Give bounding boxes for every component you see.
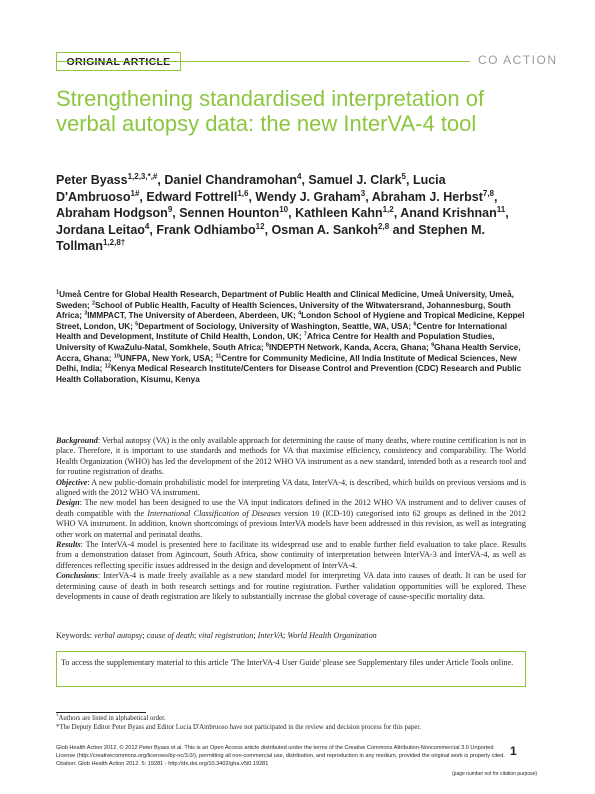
author-affiliation-sup: 7,8 (482, 188, 494, 198)
keywords-list: verbal autopsy; cause of death; vital registration; InterVA; World Health Organization (93, 631, 377, 640)
affiliation-number: 2 (91, 299, 96, 306)
author: Frank Odhiambo (156, 222, 256, 237)
page-note: (page number not for citation purpose) (452, 771, 538, 777)
keyword: World Health Organization (287, 631, 377, 640)
abstract-results: Results: The InterVA-4 model is presented here to facilitate its widespread use and to enable further field evaluation to take place. Results from a demonstration dataset from Agincourt, South Africa, show continuity of interpretation between InterVA-3 and InterVA-4, as well as differences reflecting specific issues addressed in the design and development of InterVA-4. (56, 540, 526, 570)
author-affiliation-sup: 2,8 (378, 221, 390, 231)
abstract-conclusions: Conclusions: InterVA-4 is made freely available as a new standard model for interpreting VA data into causes of death. It can be used for determining cause of death in both research settings and for routine registration. Further validation opportunities will be explored. These developments in cause of death registration are likely to substantially increase the global coverage of cause-specific mortality data. (56, 571, 526, 602)
keyword: cause of death (146, 631, 195, 640)
author-affiliation-sup: 1,2 (382, 204, 394, 214)
keyword: InterVA (257, 631, 283, 640)
author-affiliation-sup: 9 (167, 204, 173, 214)
footnote-rule (56, 712, 146, 713)
article-type-badge: ORIGINAL ARTICLE (56, 52, 181, 71)
author-affiliation-sup: 12 (255, 221, 265, 231)
author-affiliation-sup: 1# (130, 188, 140, 198)
affiliation-number: 12 (104, 363, 111, 370)
affiliation: School of Public Health, Faculty of Health Sciences, University of the Witwatersrand, Johannesburg, South Africa; (56, 300, 511, 321)
page-number: 1 (510, 744, 517, 758)
affiliation-number: 8 (265, 342, 269, 349)
publisher-logo: CO ACTION (478, 53, 558, 67)
affiliation-number: 5 (135, 321, 139, 328)
author-affiliation-sup: 5 (401, 171, 406, 181)
affiliation: Centre for Community Medicine, All India Institute of Medical Sciences, New Delhi, India; (56, 353, 517, 374)
author: Daniel Chandramohan (164, 173, 298, 187)
author: Peter Byass (56, 173, 128, 187)
author-affiliation-sup: 10 (279, 204, 289, 214)
author: Kathleen Kahn (295, 206, 383, 220)
affiliation-number: 11 (215, 352, 222, 359)
affiliation: INDEPTH Network, Kanda, Accra, Ghana; (268, 342, 432, 352)
affiliation: IMMPACT, The University of Aberdeen, Aberdeen, UK; (87, 311, 299, 321)
footnote-deputy-editor: *The Deputy Editor Peter Byass and Editor Lucia D'Ambruoso have not participated in the review and decision process for this paper. (56, 724, 421, 731)
author-affiliation-sup: 3 (360, 188, 366, 198)
article-title: Strengthening standardised interpretation of verbal autopsy data: the new InterVA-4 tool (56, 86, 485, 136)
abstract (56, 436, 526, 603)
abstract-design: Design: The new model has been designed to use the VA input indicators defined in the 2012 WHO VA instrument and to deliver causes of death compatible with the International Classification of Diseases version 10 (ICD-10) categorised into 62 groups as defined in the 2012 WHO VA instrument. In addition, known shortcomings of previous InterVA models have been addressed in this revision, as well as integrating other work on maternal and perinatal deaths. (56, 498, 526, 539)
affiliation-number: 4 (298, 310, 302, 317)
affiliation: London School of Hygiene and Tropical Medicine, Keppel Street, London, UK; (56, 311, 525, 331)
affiliation: UNFPA, New York, USA; (119, 353, 216, 363)
affiliation: Africa Centre for Health and Population Studies, University of KwaZulu-Natal, Somkhele, South Africa; (56, 332, 495, 352)
affiliation: Kenya Medical Research Institute/Centers for Disease Control and Prevention (CDC) Research and Public Health Collaboration, Kisumu, Kenya (56, 364, 522, 384)
author-affiliation-sup: 1,2,8† (103, 237, 126, 247)
affiliation: Department of Sociology, University of Washington, Seattle, WA, USA; (138, 321, 414, 331)
author: Edward Fottrell (146, 189, 238, 204)
affiliation-number: 6 (413, 321, 417, 328)
author-list: Peter Byass$^{1,2,3,*,\#}$, Daniel Chandramohan$^4$, Samuel J. Clark$^5$, Lucia D'Ambruoso$^{1\#}$, Edward Fottrell$^{1,6}$, Wendy J. Graham$^3$, Abraham J. Herbst$^{7,8}$, Abraham Hodgson$^9$, Sennen Hounton$^{10}$, Kathleen Kahn$^{1,2}$, Anand Krishnan$^{11}$, Jordana Leitao$^4$, Frank Odhiambo$^{12}$, Osman A. Sankoh$^{2,8}$ and Stephen M. Tollman$^{1,2,8\dagger}$ (56, 171, 509, 253)
affiliation-number: 3 (84, 310, 88, 317)
affiliation-number: 7 (303, 331, 307, 338)
affiliation: Umeå Centre for Global Health Research, Department of Public Health and Clinical Medicine, Umeå University, Umeå, Sweden; (56, 290, 514, 310)
affiliation: Ghana Health Service, Accra, Ghana; (56, 342, 521, 363)
abstract-objective: Objective: A new public-domain probabilistic model for interpreting VA data, InterVA-4, is described, which builds on previous versions and is aligned with the 2012 WHO VA instrument. (56, 477, 526, 498)
author: Abraham Hodgson (56, 206, 168, 220)
keyword: verbal autopsy (93, 631, 143, 640)
author: Samuel J. Clark (308, 173, 402, 187)
author: Lucia D'Ambruoso (56, 173, 446, 204)
affiliation-number: 1 (56, 289, 60, 296)
author-affiliation-sup: 1,6 (237, 188, 249, 198)
footnote-alphabetical: †Authors are listed in alphabetical order. (56, 713, 166, 722)
author-affiliation-sup: 4 (297, 171, 302, 181)
affiliation-number: 9 (431, 342, 435, 349)
header-rule (56, 61, 470, 62)
keywords-label: Keywords: (56, 631, 94, 640)
author-affiliation-sup: 1,2,3,*,# (127, 171, 158, 181)
author: Stephen M. Tollman (56, 222, 485, 253)
author: Osman A. Sankoh (271, 222, 379, 237)
author: Wendy J. Graham (255, 189, 361, 204)
author: Anand Krishnan (400, 206, 497, 220)
keywords (56, 631, 526, 641)
affiliation-number: 10 (113, 352, 120, 359)
author: Jordana Leitao (56, 222, 145, 237)
author: Sennen Hounton (179, 206, 280, 220)
footnotes (56, 714, 526, 732)
license-text: Glob Health Action 2012. © 2012 Peter Byass et al. This is an Open Access article distributed under the terms of the Creative Commons Attribution-Noncommercial 3.0 Unported License (http://creativecommons.org/licenses/by-nc/3.0/), permitting all non-commercial use, distribution, and reproduction in any medium, provided the original work is properly cited. Citation: Glob Health Action 2012. 5: 19281 - http://dx.doi.org/10.3402/gha.v5i0.19281 (56, 745, 505, 767)
author-affiliation-sup: 11 (496, 204, 506, 214)
abstract-background: Background: Verbal autopsy (VA) is the only available approach for determining the cause of many deaths, where routine certification is not in place. Therefore, it is important to use standards and methods for VA that maximise efficiency, consistency and comparability. The World Health Organization (WHO) has led the development of the 2012 WHO VA instrument as a new standard, intended both as a research tool and for routine registration of deaths. (56, 436, 526, 477)
affiliation: Centre for International Health and Development, Institute of Child Health, London, UK; (56, 321, 508, 342)
author-affiliation-sup: 4 (144, 221, 150, 231)
supplementary-box: To access the supplementary material to this article 'The InterVA-4 User Guide' please see Supplementary files under Article Tools online. (56, 651, 526, 687)
author: Abraham J. Herbst (371, 189, 483, 204)
keyword: vital registration (198, 631, 254, 640)
affiliations (56, 290, 526, 385)
